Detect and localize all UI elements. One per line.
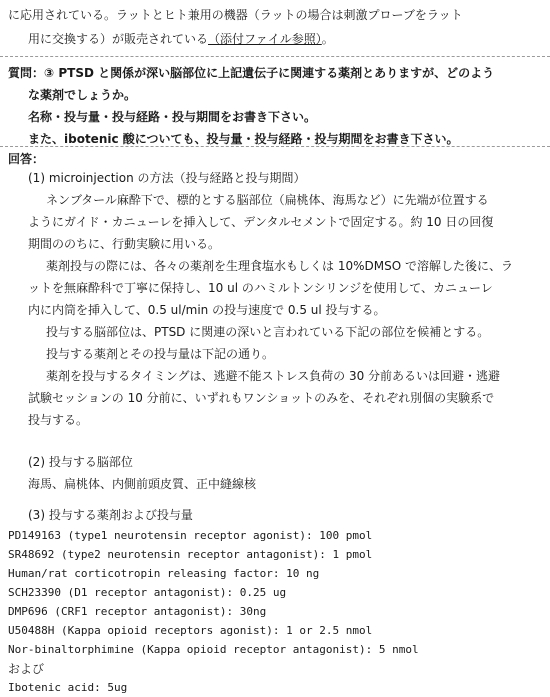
s1-line: 投与する薬剤とその投与量は下記の通り。: [46, 347, 275, 361]
s1-line: ようにガイド・カニューレを挿入して、デンタルセメントで固定する。約 10 日の回復: [28, 215, 494, 229]
question-line-3: 名称・投与量・投与経路・投与期間をお書き下さい。: [28, 110, 317, 124]
intro-line-1: に応用されている。ラットとヒト兼用の機器（ラットの場合は刺激プローブをラット: [8, 8, 463, 22]
s1-line: 投与する。: [28, 413, 89, 427]
drug-item: PD149163 (type1 neurotensin receptor agonist): 100 pmol: [8, 529, 373, 542]
s1-line: 投与する脳部位は、PTSD に関連の深いと言われている下記の部位を候補とする。: [46, 325, 490, 339]
intro-line-2-text: 用に交換する）が販売されている: [28, 32, 209, 46]
answer-label: 回答：: [8, 152, 45, 166]
s1-line: 薬剤投与の際には、各々の薬剤を生理食塩水もしくは 10%DMSO で溶解した後に、ラ: [46, 259, 513, 273]
drug-item: SR48692 (type2 neurotensin receptor antagonist): 1 pmol: [8, 548, 373, 561]
brain-regions-text: 海馬、扁桃体、内側前頭皮質、正中縫線核: [28, 477, 257, 491]
section-2-heading: (2) 投与する脳部位: [28, 455, 133, 469]
drug-item: SCH23390 (D1 receptor antagonist): 0.25 ug: [8, 586, 287, 599]
s1-line: ネンブタール麻酔下で、標的とする脳部位（扁桃体、海馬など）に先端が位置する: [46, 193, 489, 207]
drug-item: Ibotenic acid: 5ug: [8, 681, 128, 694]
separator-top: [0, 56, 550, 57]
intro-line-2-end: 。: [321, 32, 334, 46]
question-line-2: な薬剤でしょうか。: [28, 88, 137, 102]
s1-line: ットを無麻酔科で丁寧に保持し、10 ul のハミルトンシリンジを使用して、カニューレ: [28, 281, 493, 295]
s1-line: 薬剤を投与するタイミングは、逃避不能ストレス負荷の 30 分前あるいは回避・逃避: [46, 369, 501, 383]
s1-line: 試験セッションの 10 分前に、いずれもワンショットのみを、それぞれ別個の実験系で: [28, 391, 495, 405]
drug-item: Nor-binaltorphimine (Kappa opioid receptor antagonist): 5 nmol: [8, 643, 419, 656]
separator-bottom: [0, 146, 550, 147]
question-line-4: また、ibotenic 酸についても、投与量・投与経路・投与期間をお書き下さい。: [28, 132, 459, 146]
section-3-heading: (3) 投与する薬剤および投与量: [28, 508, 193, 522]
drug-item-and: および: [8, 662, 45, 676]
s1-line: 内に内筒を挿入して、0.5 ul/min の投与速度で 0.5 ul 投与する。: [28, 303, 386, 317]
s1-line: 期間ののちに、行動実験に用いる。: [28, 237, 221, 251]
question-line-1: 質問：③ PTSD と関係が深い脳部位に上記遺伝子に関連する薬剤とありますが、どのよう: [8, 66, 495, 80]
drug-item: U50488H (Kappa opioid receptors agonist): 1 or 2.5 nmol: [8, 624, 373, 637]
drug-item: DMP696 (CRF1 receptor antagonist): 30ng: [8, 605, 267, 618]
attachment-reference: （添付ファイル参照）: [208, 32, 322, 46]
intro-line-2: [28, 32, 334, 46]
section-1-heading: (1) microinjection の方法（投与経路と投与期間）: [28, 171, 306, 185]
drug-item: Human/rat corticotropin releasing factor: 10 ng: [8, 567, 320, 580]
